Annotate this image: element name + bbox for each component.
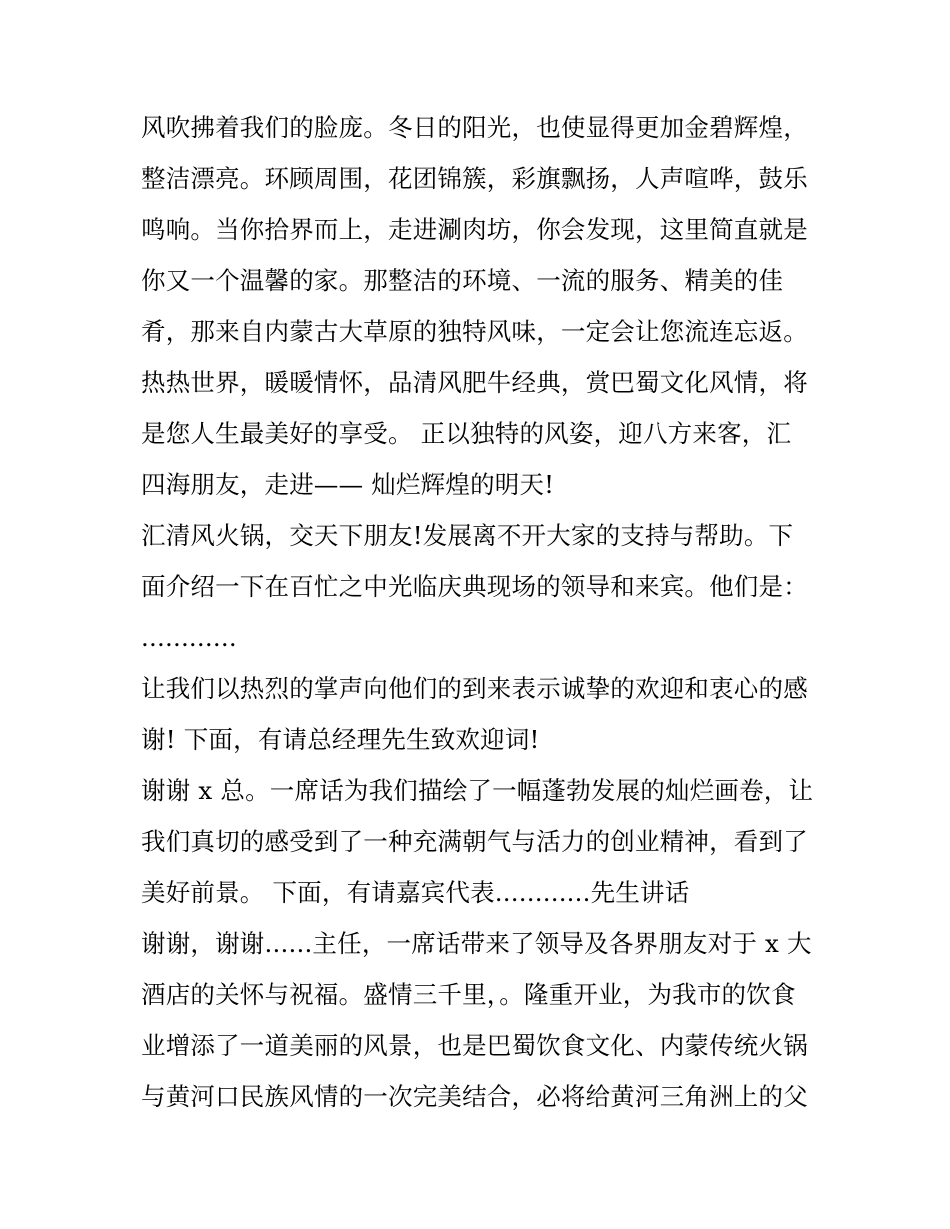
text-line: 热热世界，暖暖情怀，品清风肥牛经典，赏巴蜀文化风情，将 bbox=[141, 368, 808, 397]
text-line: 与黄河口民族风情的一次完美结合，必将给黄河三角洲上的父 bbox=[141, 1082, 808, 1111]
text-line: 面介绍一下在百忙之中光临庆典现场的领导和来宾。他们是： bbox=[141, 572, 808, 601]
text-line: 汇清风火锅，交天下朋友!发展离不开大家的支持与帮助。下 bbox=[141, 521, 794, 550]
text-line: ............ bbox=[141, 623, 237, 652]
text-line: 风吹拂着我们的脸庞。冬日的阳光，也使显得更加金碧辉煌， bbox=[141, 113, 808, 142]
text-line: 是您人生最美好的享受。 正以独特的风姿，迎八方来客，汇 bbox=[141, 419, 792, 448]
text-line: 肴，那来自内蒙古大草原的独特风味，一定会让您流连忘返。 bbox=[141, 317, 808, 346]
document-body bbox=[141, 102, 816, 1122]
text-line: 你又一个温馨的家。那整洁的环境、一流的服务、精美的佳 bbox=[141, 266, 784, 295]
text-line: 美好前景。 下面，有请嘉宾代表............先生讲话 bbox=[141, 878, 690, 907]
text-line: 谢! 下面，有请总经理先生致欢迎词! bbox=[141, 725, 540, 754]
text-line: 谢谢，谢谢......主任，一席话带来了领导及各界朋友对于 x 大 bbox=[141, 929, 812, 958]
text-line: 四海朋友，走进—— 灿烂辉煌的明天! bbox=[141, 470, 555, 499]
text-line: 我们真切的感受到了一种充满朝气与活力的创业精神，看到了 bbox=[141, 827, 808, 856]
text-line: 酒店的关怀与祝福。盛情三千里，。隆重开业，为我市的饮食 bbox=[141, 980, 796, 1009]
text-line: 业增添了一道美丽的风景，也是巴蜀饮食文化、内蒙传统火锅 bbox=[141, 1031, 808, 1060]
text-line: 让我们以热烈的掌声向他们的到来表示诚挚的欢迎和衷心的感 bbox=[141, 674, 808, 703]
text-line: 鸣响。当你拾界而上，走进涮肉坊，你会发现，这里简直就是 bbox=[141, 215, 808, 244]
text-line: 谢谢 x 总。一席话为我们描绘了一幅蓬勃发展的灿烂画卷，让 bbox=[141, 776, 814, 805]
text-line: 整洁漂亮。环顾周围，花团锦簇，彩旗飘扬，人声喧哗，鼓乐 bbox=[141, 164, 808, 193]
